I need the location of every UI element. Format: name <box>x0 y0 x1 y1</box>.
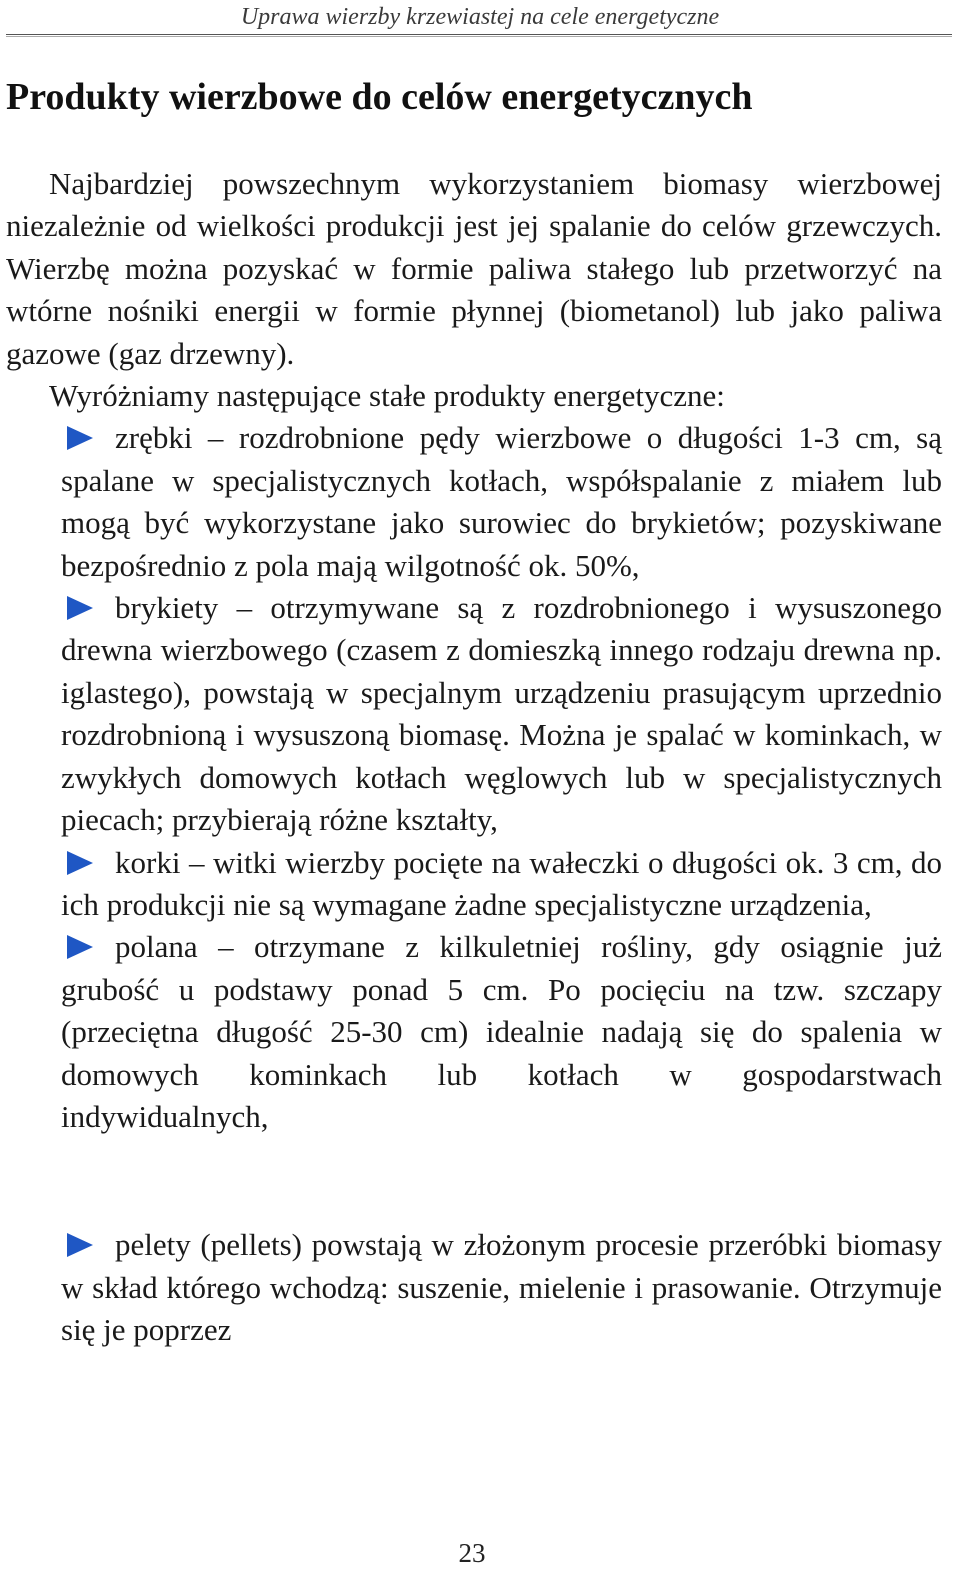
bullet-lead <box>61 1224 115 1266</box>
page-number: 23 <box>458 1538 486 1568</box>
running-header: Uprawa wierzby krzewiastej na cele energetyczne <box>240 4 720 30</box>
triangle-bullet-icon <box>67 935 93 959</box>
bullet-lead <box>61 587 115 629</box>
bullet-lead <box>61 926 115 968</box>
list-item-text: zrębki – rozdrobnione pędy wierzbowe o długości 1-3 cm, są spalane w specjalistycznych kotłach, współspalanie z miałem lub mogą być wykorzystane jako surowiec do brykietów; pozyskiwane bezpośrednio z pola mają wilgotność ok. 50%, <box>61 420 942 583</box>
page-content <box>6 163 942 1352</box>
list-item-pelety <box>61 1224 942 1351</box>
list-item-text: korki – witki wierzby pocięte na wałeczki o długości ok. 3 cm, do ich produkcji nie są wymagane żadne specjalistyczne urządzenia, <box>61 844 942 922</box>
list-intro: Wyróżniamy następujące stałe produkty energetyczne: <box>49 378 725 414</box>
triangle-bullet-icon <box>67 851 93 875</box>
list-item-polana <box>61 926 942 1138</box>
header-divider <box>6 34 952 37</box>
list-item-text: polana – otrzymane z kilkuletniej rośliny, gdy osiągnie już grubość u podstawy ponad 5 cm. Po pocięciu na tzw. szczapy (przeciętna długość 25-30 cm) idealnie nadają się do spalenia w domowych kominkach lub kotłach w gospodarstwach indywidualnych, <box>61 929 942 1134</box>
triangle-bullet-icon <box>67 1233 93 1257</box>
list-item-text: brykiety – otrzymywane są z rozdrobnionego i wysuszonego drewna wierzbowego (czasem z domieszką innego rodzaju drewna np. iglastego), powstają w specjalnym urządzeniu prasującym uprzednio rozdrobnioną i wysuszoną biomasę. Można je spalać w kominkach, w zwykłych domowych kotłach węglowych lub w specjalistycznych piecach; przybierają różne kształty, <box>61 590 942 838</box>
list-item-korki <box>61 842 942 927</box>
section-title: Produkty wierzbowe do celów energetycznych <box>6 76 753 118</box>
triangle-bullet-icon <box>67 426 93 450</box>
list-item-text: pelety (pellets) powstają w złożonym procesie przeróbki biomasy w skład którego wchodzą: suszenie, mielenie i prasowanie. Otrzymuje się je poprzez <box>61 1227 942 1348</box>
bullet-lead <box>61 842 115 884</box>
intro-paragraph: Najbardziej powszechnym wykorzystaniem biomasy wierzbowej niezależnie od wielkości produkcji jest jej spalanie do celów grzewczych. Wierzbę można pozyskać w formie paliwa stałego lub przetworzyć na wtórne nośniki energii w formie płynnej (biometanol) lub jako paliwa gazowe (gaz drzewny). <box>6 166 942 371</box>
list-item-brykiety <box>61 587 942 841</box>
vertical-gap <box>6 1138 942 1224</box>
triangle-bullet-icon <box>67 596 93 620</box>
list-item-zrebki <box>61 417 942 587</box>
bullet-lead <box>61 417 115 459</box>
